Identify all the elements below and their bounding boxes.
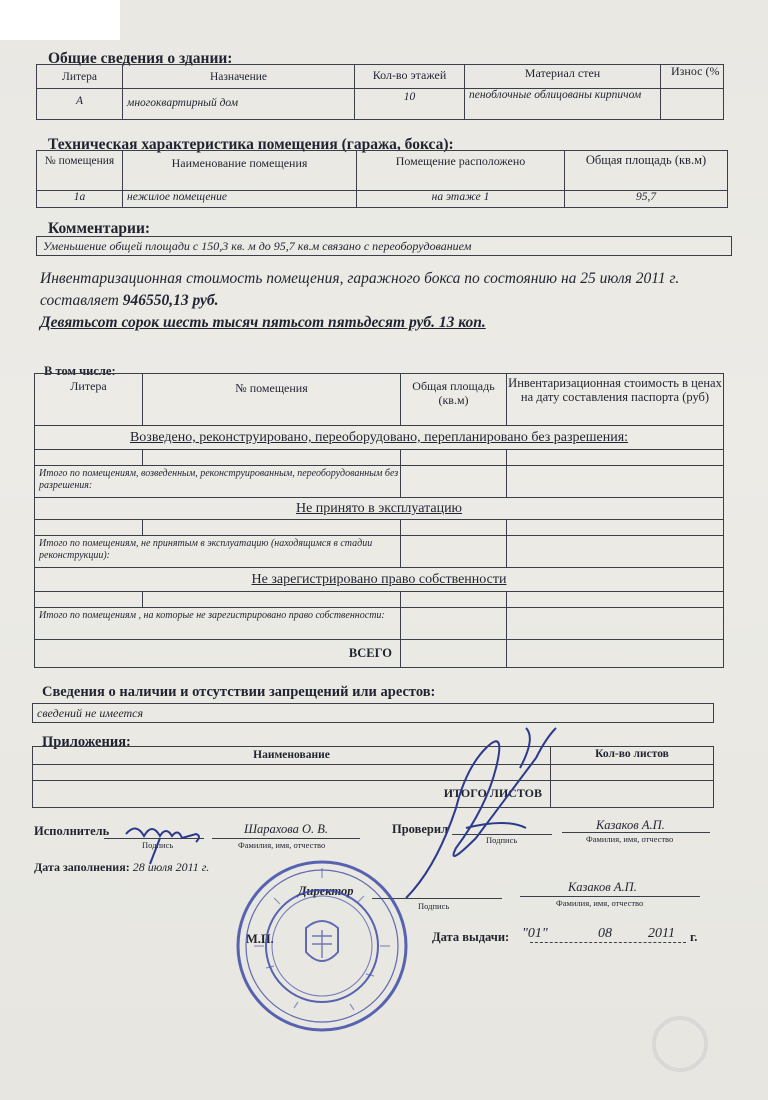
executor-label: Исполнитель [34, 824, 110, 838]
blank-row-3-b [143, 592, 401, 608]
subtotal-3-area [401, 608, 507, 640]
subtotal-unregistered: Итого по помещениям , на которые не зарегистрировано право собственности: [35, 608, 401, 640]
row-room-area: 95,7 [635, 191, 657, 203]
executor-name: Шарахова О. В. [244, 822, 329, 836]
director-name-caption: Фамилия, имя, отчество [556, 898, 644, 908]
issue-date-day: "01" [522, 926, 548, 941]
row-room-location: на этаже 1 [357, 191, 565, 207]
director-label: Директор [298, 884, 354, 898]
total-cost [507, 640, 723, 667]
subtotal-1-area [401, 466, 507, 498]
attachments-table [32, 746, 714, 808]
col-walls: Материал стен [465, 65, 661, 89]
comments-heading: Комментарии: [48, 220, 151, 237]
restrictions-heading: Сведения о наличии и отсутствии запрещений или арестов: [42, 684, 436, 700]
col-b-litera: Литера [35, 374, 143, 426]
row-room-name: нежилое помещение [123, 191, 357, 207]
restrictions-text: сведений не имеется [32, 703, 714, 723]
row-purpose: многоквартирный дом [123, 89, 355, 119]
attachments-heading: Приложения: [42, 734, 131, 750]
valuation-words: Девятьсот сорок шесть тысяч пятьсот пятьдесят руб. 13 коп. [40, 314, 486, 331]
room-tech-table [36, 150, 728, 208]
subtotal-not-accepted: Итого по помещениям, не принятым в эксплуатацию (находящимся в стадии реконструкции): [35, 536, 401, 568]
blank-row-1-a [35, 450, 143, 466]
fill-date-value: 28 июля 2011 г. [132, 860, 210, 874]
issue-date-line [530, 942, 686, 943]
building-info-table [36, 64, 724, 120]
col-att-count: Кол-во листов [551, 747, 713, 765]
row-litera: А [37, 89, 123, 119]
row-wear [661, 89, 723, 119]
col-att-name: Наименование [33, 747, 551, 765]
col-room-location: Помещение расположено [357, 151, 565, 191]
col-purpose: Назначение [123, 65, 355, 89]
issue-date-month: 08 [598, 926, 612, 941]
subtotal-2-area [401, 536, 507, 568]
row-room-no: 1а [37, 191, 123, 207]
valuation-sum: 946550,13 руб. [122, 292, 219, 309]
blank-row-1-d [507, 450, 723, 466]
blank-row-1-b [143, 450, 401, 466]
section-unregistered: Не зарегистрировано право собственности [35, 568, 723, 592]
checked-name-caption: Фамилия, имя, отчество [586, 834, 674, 844]
checked-label: Проверил [392, 822, 449, 836]
subtotal-unauthorized: Итого по помещениям, возведенным, реконструированным, переоборудованным без разрешения: [35, 466, 401, 498]
col-room-name: Наименование помещения [123, 151, 357, 191]
subtotal-1-cost [507, 466, 723, 498]
subtotal-3-cost [507, 608, 723, 640]
total-label: ВСЕГО [35, 640, 401, 667]
executor-signature [120, 808, 230, 868]
blank-row-2-d [507, 520, 723, 536]
issue-date-label: Дата выдачи: [432, 930, 510, 944]
total-area [401, 640, 507, 667]
issue-date-year: 2011 [648, 926, 675, 941]
col-litera: Литера [37, 65, 123, 89]
round-stamp-seal [234, 858, 410, 1034]
room-tech-heading: Техническая характеристика помещения (гаража, бокса): [48, 136, 454, 153]
section-unauthorized: Возведено, реконструировано, переоборудовано, перепланировано без разрешения: [35, 426, 723, 450]
row-floors: 10 [355, 89, 465, 119]
building-info-heading: Общие сведения о здании: [48, 50, 233, 67]
blank-row-2-a [35, 520, 143, 536]
fill-date-caption: Дата заполнения: [34, 860, 130, 874]
blank-row-2-b [143, 520, 401, 536]
mp-label: М.П. [246, 932, 274, 946]
executor-name-caption: Фамилия, имя, отчество [238, 840, 326, 850]
checked-name: Казаков А.П. [596, 818, 665, 832]
director-name: Казаков А.П. [568, 880, 637, 894]
breakdown-table [34, 373, 724, 668]
director-sign-caption: Подпись [418, 901, 450, 911]
breakdown-label: В том числе: [44, 364, 116, 378]
col-floors: Кол-во этажей [355, 65, 465, 89]
blank-row-3-a [35, 592, 143, 608]
paper-emboss [650, 1004, 710, 1084]
col-room-no: № помещения [37, 151, 123, 191]
blank-row-2-c [401, 520, 507, 536]
col-b-room: № помещения [143, 374, 401, 426]
row-walls: пеноблочные облицованы кирпичом [465, 89, 661, 119]
att-total-label: ИТОГО ЛИСТОВ [33, 781, 551, 807]
col-b-cost: Инвентаризационная стоимость в ценах на дату составления паспорта (руб) [507, 374, 723, 426]
executor-name-line [212, 838, 360, 839]
col-b-area: Общая площадь (кв.м) [401, 374, 507, 426]
checked-sign-caption: Подпись [486, 835, 518, 845]
year-suffix: г. [690, 930, 698, 944]
page-corner [0, 0, 120, 40]
blank-row-3-c [401, 592, 507, 608]
executor-sign-caption: Подпись [142, 840, 174, 850]
valuation-prefix: составляет [40, 292, 119, 309]
blank-row-3-d [507, 592, 723, 608]
comments-text: Уменьшение общей площади с 150,3 кв. м до 95,7 кв.м связано с переоборудованием [36, 236, 732, 256]
section-not-accepted: Не принято в эксплуатацию [35, 498, 723, 520]
checked-signature [396, 708, 586, 908]
valuation-amount [40, 292, 219, 310]
col-wear: Износ (% [661, 65, 723, 89]
col-room-area: Общая площадь (кв.м) [565, 151, 727, 191]
valuation-line: Инвентаризационная стоимость помещения, гаражного бокса по состоянию на 25 июля 2011 г. [40, 270, 680, 287]
subtotal-2-cost [507, 536, 723, 568]
blank-row-1-c [401, 450, 507, 466]
